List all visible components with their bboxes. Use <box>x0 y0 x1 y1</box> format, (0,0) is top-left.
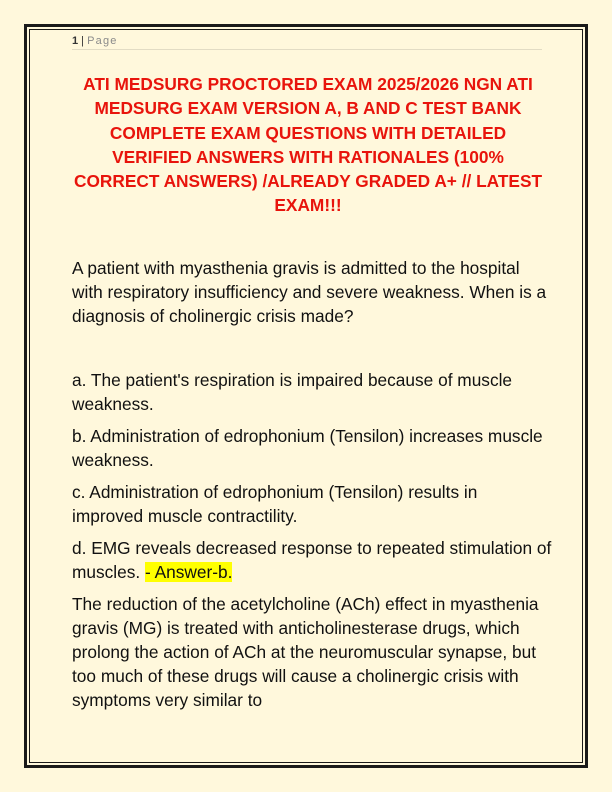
option-d <box>72 536 552 584</box>
page-header <box>72 35 542 50</box>
answer-highlight: - Answer-b. <box>145 562 233 582</box>
question-text: A patient with myasthenia gravis is admitted to the hospital with respiratory insufficiency and severe weakness. When is a diagnosis of cholinergic crisis made? <box>72 258 547 326</box>
page-label: Page <box>87 35 118 47</box>
option-d-text: d. EMG reveals decreased response to repeated stimulation of muscles. <box>72 538 552 582</box>
header-separator: | <box>78 35 88 47</box>
option-a: a. The patient's respiration is impaired because of muscle weakness. <box>72 370 513 414</box>
option-c: c. Administration of edrophonium (Tensilon) results in improved muscle contractility. <box>72 482 478 526</box>
document-title: ATI MEDSURG PROCTORED EXAM 2025/2026 NGN ATI MEDSURG EXAM VERSION A, B AND C TEST BANK COMPLETE EXAM QUESTIONS WITH DETAILED VERIFIED ANSWERS WITH RATIONALES (100% CORRECT ANSWERS) /ALREADY GRADED A+ // LATEST EXAM!!! <box>73 74 543 216</box>
option-b: b. Administration of edrophonium (Tensilon) increases muscle weakness. <box>72 426 543 470</box>
rationale-text: The reduction of the acetylcholine (ACh) effect in myasthenia gravis (MG) is treated with anticholinesterase drugs, which prolong the action of ACh at the neuromuscular synapse, but too much of these drugs will cause a cholinergic crisis with symptoms very similar to <box>72 594 539 710</box>
page-number: 1 <box>72 35 79 47</box>
